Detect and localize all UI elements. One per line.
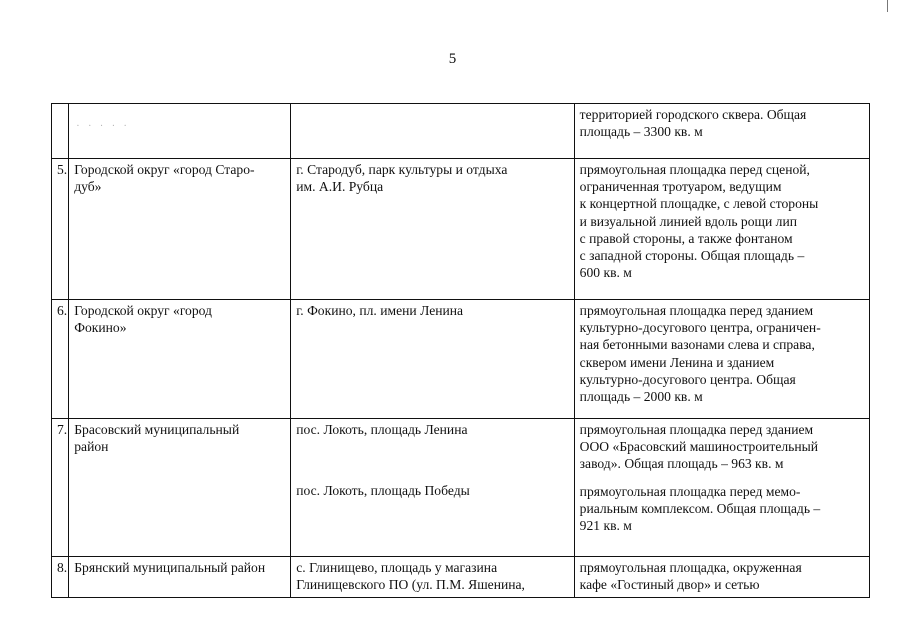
- description-line: с правой стороны, а также фонтаном: [579, 230, 793, 246]
- scan-corner-mark: [887, 0, 888, 12]
- description-line: культурно-досугового центра, ограничен-: [579, 320, 821, 336]
- description-cell: [574, 159, 869, 300]
- description-cell: [574, 300, 869, 419]
- row-number-cell: [52, 159, 69, 300]
- block-gap: [296, 438, 568, 482]
- places-table: [51, 103, 870, 598]
- place-line: Глинищевского ПО (ул. П.М. Яшенина,: [296, 577, 525, 593]
- description-line: ная бетонными вазонами слева и справа,: [579, 337, 815, 353]
- description-line: прямоугольная площадка, окруженная: [579, 560, 802, 575]
- table-row: [52, 104, 870, 159]
- description-line: 921 кв. м: [579, 518, 632, 534]
- description-line: сквером имени Ленина и зданием: [579, 354, 775, 370]
- description-line: к концертной площадке, с левой стороны: [579, 196, 819, 212]
- district-cell: [69, 557, 291, 598]
- place-line: пос. Локоть, площадь Победы: [296, 483, 470, 499]
- description-line: кафе «Гостиный двор» и сетью: [579, 577, 760, 593]
- description-line: завод». Общая площадь – 963 кв. м: [579, 456, 784, 472]
- row-number-cell: [52, 557, 69, 598]
- place-cell: [291, 159, 574, 300]
- description-cell: [574, 557, 869, 598]
- place-cell: [291, 300, 574, 419]
- description-line: культурно-досугового центра. Общая: [579, 371, 796, 387]
- place-line: г. Стародуб, парк культуры и отдыха: [296, 162, 508, 177]
- description-line: площадь – 2000 кв. м: [579, 389, 703, 405]
- description-line: с западной стороны. Общая площадь –: [579, 248, 805, 264]
- district-line: Городской округ «город: [74, 303, 212, 318]
- district-cell: [69, 419, 291, 557]
- table-row: [52, 419, 870, 557]
- block-gap: [580, 473, 864, 483]
- district-line: район: [74, 439, 109, 455]
- district-line: Брянский муниципальный район: [74, 560, 266, 575]
- description-line: риальным комплексом. Общая площадь –: [579, 500, 821, 516]
- description-line: прямоугольная площадка перед зданием: [579, 303, 814, 318]
- description-line: 600 кв. м: [579, 265, 632, 281]
- description-line: прямоугольная площадка перед сценой,: [579, 162, 810, 177]
- description-cell: [574, 104, 869, 159]
- place-cell: [291, 104, 574, 159]
- table-row: [52, 557, 870, 598]
- place-line: пос. Локоть, площадь Ленина: [296, 422, 468, 437]
- district-cell: [69, 104, 291, 159]
- place-line: с. Глинищево, площадь у магазина: [296, 560, 498, 575]
- description-cell: [574, 419, 869, 557]
- description-line: прямоугольная площадка перед зданием: [579, 422, 814, 437]
- district-cell: [69, 300, 291, 419]
- row-number-cell: [52, 104, 69, 159]
- district-cell: [69, 159, 291, 300]
- table-row: [52, 300, 870, 419]
- description-line: и визуальной линией вдоль рощи лип: [579, 213, 797, 229]
- place-cell: [291, 557, 574, 598]
- row-number: 7.: [57, 422, 68, 437]
- district-line: Городской округ «город Старо-: [74, 162, 255, 177]
- row-number-cell: [52, 419, 69, 557]
- place-line: им. А.И. Рубца: [296, 179, 384, 195]
- place-line: г. Фокино, пл. имени Ленина: [296, 303, 464, 318]
- district-line: Брасовский муниципальный: [74, 422, 240, 437]
- district-line: Фокино»: [74, 320, 127, 336]
- description-line: ООО «Брасовский машиностроительный: [579, 439, 819, 455]
- page-number: 5: [448, 51, 457, 67]
- description-line: площадь – 3300 кв. м: [579, 124, 703, 140]
- table-row: [52, 159, 870, 300]
- row-number: 6.: [57, 303, 68, 318]
- row-number: 5.: [57, 162, 68, 177]
- places-table-body: [52, 104, 870, 598]
- district-line: дуб»: [74, 179, 102, 195]
- description-line: территорией городского сквера. Общая: [579, 107, 807, 122]
- scan-specks: · · · · ·: [76, 121, 130, 132]
- description-line: ограниченная тротуаром, ведущим: [579, 179, 782, 195]
- row-number-cell: [52, 300, 69, 419]
- place-cell: [291, 419, 574, 557]
- row-number: 8.: [57, 560, 68, 575]
- description-line: прямоугольная площадка перед мемо-: [579, 483, 801, 499]
